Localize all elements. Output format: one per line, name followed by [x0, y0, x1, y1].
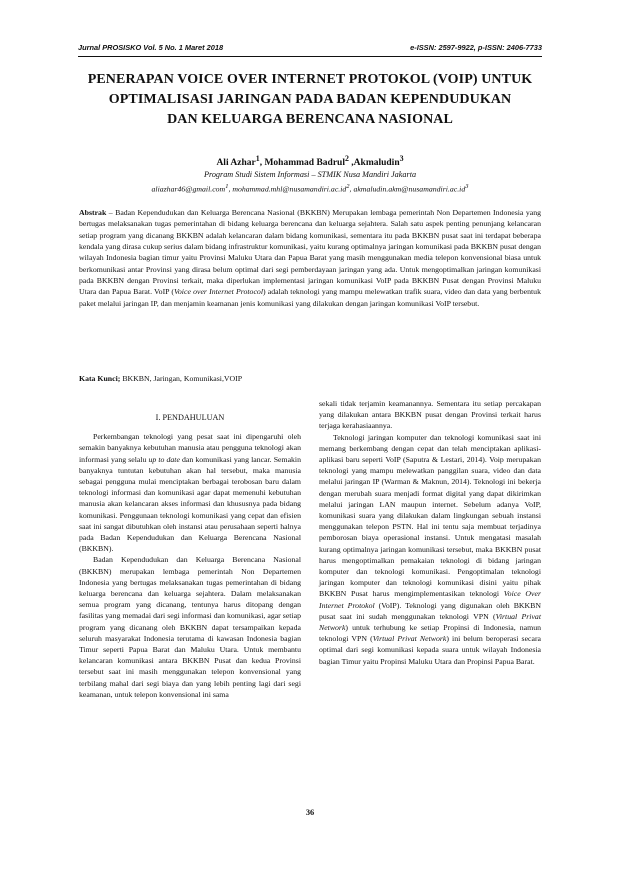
author-list: [60, 154, 560, 168]
email-3[interactable]: akmaludin.akm@nusamandiri.ac.id: [353, 184, 466, 194]
right-p2-italic-3: Virtual Privat Network: [372, 634, 447, 644]
email-3-mark: 3: [465, 183, 469, 190]
running-header: [78, 43, 542, 57]
author-separator-2: ,: [348, 158, 354, 169]
right-p2-text-b: (VoIP). Teknologi yang digunakan oleh BKKBN pusat saat ini sudah menggunakan teknologi VPN (: [319, 600, 541, 621]
right-paragraph-1: sekali tidak terjamin keamanannya. Sementara itu setiap percakapan yang dilakukan antara BKKBN pusat dengan Provinsi terkait harus terjaga kerahasiaannya.: [319, 399, 541, 431]
intro-paragraph-2: Badan Kependudukan dan Keluarga Berencana Nasional (BKKBN) merupakan lembaga pemerintah Non Departemen Indonesia yang bertugas melaksanakan tugas pemerintahan di bidang keluarga berencana dan keluarga sejahtera. Dalam melaksanakan semua program yang dicanang, tentunya harus ditopang dengan fasilitas yang memadai dari segi informasi dan komunikasi, agar setiap program yang dicanang oleh BKKBN dapat tersampaikan kepada seluruh masyarakat Indonesia terutama di kawasan Indonesia bagian Timur seperti Papua Barat dan Maluku Utara. Untuk membantu kelancaran komunikasi antara BKKBN Pusat dan kedua Provinsi tersebut saat ini masih menggunakan telepon konvensional yang terbilang mahal dari segi biaya dan yang lebih penting lagi dari segi keamanan, untuk telepon konvensional ini sama: [79, 555, 301, 699]
abstract: [79, 207, 541, 309]
right-p2-text-c: ) untuk terhubung ke setiap Propinsi di Indonesia, namun teknologi VPN (: [319, 623, 541, 644]
author-2-mark: 2: [344, 154, 349, 163]
paper-title: [60, 70, 560, 130]
author-separator-1: ,: [259, 158, 265, 169]
author-1: Ali Azhar: [216, 158, 256, 169]
abstract-text-1: – Badan Kependudukan dan Keluarga Berencana Nasional (BKKBN) Merupakan lembaga pemerintah Non Departemen Indonesia yang bertugas melaksanakan tugas pemerintahan di bidang keluarga berencana dan keluarga sejahtera. Salah satu aspek penting penunjang kelancaran setiap program yang dicanang BKKBN adalah kelancaran dalam bidang komunikasi, sementara itu pada BKKBN pusat saat ini terdapat beberapa kendala yang dirasa cukup serius dalam bidang infrastruktur komunikasi, yaitu kurang optimalnya jaringan komunikasi pada BKKBN pusat dengan wilayah Indonesia bagian timur yaitu Provinsi Maluku Utara dan Papua Barat yang masih menggunakan media telepon konvensional biasa untuk berkomunikasi antar Provinsi yang dirasa belum optimal dari segi pemberdayaan jaringan yang ada. Untuk mengoptimalkan jaringan komunikasi pada BKKBN dengan Provinsi terkait, maka diperlukan implementasi jaringan komunikasi VoIP pada BKKBN Pusat dengan Provinsi Maluku Utara dan Papua Barat. VoIP (: [79, 208, 541, 297]
intro-p1-text-b: dan komunikasi yang lancar. Semakin banyaknya tuntutan kebutuhan akan hal tersebut, maka manusia sebagai pengguna mulai menciptakan berbagai terobosan baru dalam teknologi informasi dan komunikasi agar dapat memenuhi kebutuhan manusia akan kelancaran akses informasi dan khususnya pada bidang komunikasi. Penggunaan teknologi komunikasi yang cepat dan efisien saat ini sangat dibutuhkan oleh instansi atau perusahaan seperti halnya pada Badan Kependudukan dan Keluarga Berencana Nasional (BKKBN).: [79, 454, 301, 554]
affiliation: Program Studi Sistem Informasi – STMIK Nusa Mandiri Jakarta: [203, 170, 417, 179]
header-rule: [78, 56, 542, 57]
email-2[interactable]: mohammad.mhl@nusamandiri.ac.id: [232, 184, 347, 194]
author-1-mark: 1: [255, 154, 260, 163]
abstract-term: Voice over Internet Protocol: [174, 287, 263, 297]
title-line-3: DAN KELUARGA BERENCANA NASIONAL: [167, 112, 453, 127]
intro-p1-italic: up to date: [148, 454, 180, 464]
abstract-label: Abstrak: [79, 208, 107, 217]
author-emails: aliazhar46@gmail.com$^1$, $mohammad.mhl@nusamandiri.ac.id^2$, $akmaludin.akm@nusamandiri.ac.id^3$: [151, 183, 469, 194]
journal-name: Jurnal PROSISKO Vol. 5 No. 1 Maret 2018: [78, 43, 224, 52]
intro-p1-text-a: Perkembangan teknologi yang pesat saat ini dipengaruhi oleh semakin banyaknya kebutuhan manusia atau pengguna teknologi akan informasi yang selalu: [79, 432, 301, 464]
keywords: [79, 374, 541, 383]
right-p2-italic-2: Virtual Privat Network: [319, 611, 542, 633]
email-1[interactable]: aliazhar46@gmail.com: [151, 184, 226, 194]
page-number: 36: [305, 808, 315, 817]
right-p2-text-d: ) ini belum beroperasi secara optimal dari segi komunikasi kepada suara untuk wilayah Indonesia bagian Timur yaitu Propinsi Maluku Utara dan Propinsi Papua Barat.: [319, 634, 542, 666]
section-heading: I. PENDAHULUAN: [155, 413, 225, 422]
author-3: Akmaludin: [353, 158, 400, 169]
author-2: Mohammad Badrul: [264, 158, 345, 169]
keywords-text: BKKBN, Jaringan, Komunikasi,VOIP: [120, 374, 243, 383]
email-2-mark: 2: [346, 183, 350, 190]
issn: e-ISSN: 2597-9922, p-ISSN: 2406-7733: [410, 43, 542, 52]
right-column: [319, 398, 541, 667]
right-p2-italic-1: Voice Over Internet Protokol: [319, 589, 541, 610]
author-3-mark: 3: [399, 154, 404, 163]
title-line-2: OPTIMALISASI JARINGAN PADA BADAN KEPENDUDUKAN: [108, 92, 512, 107]
right-paragraph-2: [319, 432, 541, 667]
left-column: [79, 412, 301, 700]
title-line-1: PENERAPAN VOICE OVER INTERNET PROTOKOL (VOIP) UNTUK: [87, 72, 533, 87]
right-p2-text-a: Teknologi jaringan komputer dan teknologi komunikasi saat ini memang berkembang dengan cepat dan telah menciptakan aplikasi-aplikasi baru seperti VoIP (Saputra & Lestari, 2014). Voip merupakan teknologi yang mampu melewatkan panggilan suara, video dan data melalui jaringan IP (Warman & Maknun, 2014). Teknologi ini bekerja dengan merubah suara menjadi format digital yang dapat dikirimkan melalui jaringan LAN maupun internet. Sebelum adanya VoIP, komunikasi suara yang dilakukan dalam lingkungan sebuah instansi menggunakan telepon PSTN. Hal ini tentu saja membuat terjadinya pemborosan biaya operasional instansi. Untuk mengatasi masalah kurang optimalnya jaringan komunikasi tersebut, maka BKKBN pusat harus mengoptimalkan pemakaian teknologi di bidang jaringan komputer dan teknologi komunikasi. Pengoptimalan teknologi jaringan komputer dan teknologi komunikasi disini yaitu pihak BKKBN Pusat harus mengimplementasikan teknologi: [319, 432, 541, 599]
keywords-label: Kata Kunci;: [79, 374, 121, 383]
abstract-text-2: ) adalah teknologi yang mampu melewatkan trafik suara, video dan data yang berbentuk paket melalui jaringan IP, dan menjamin keamanan jenis komunikasi yang dilakukan dengan jaringan komunikasi VoIP tersebut.: [79, 287, 541, 308]
intro-paragraph-1: [79, 431, 301, 554]
email-1-mark: 1: [225, 183, 229, 190]
